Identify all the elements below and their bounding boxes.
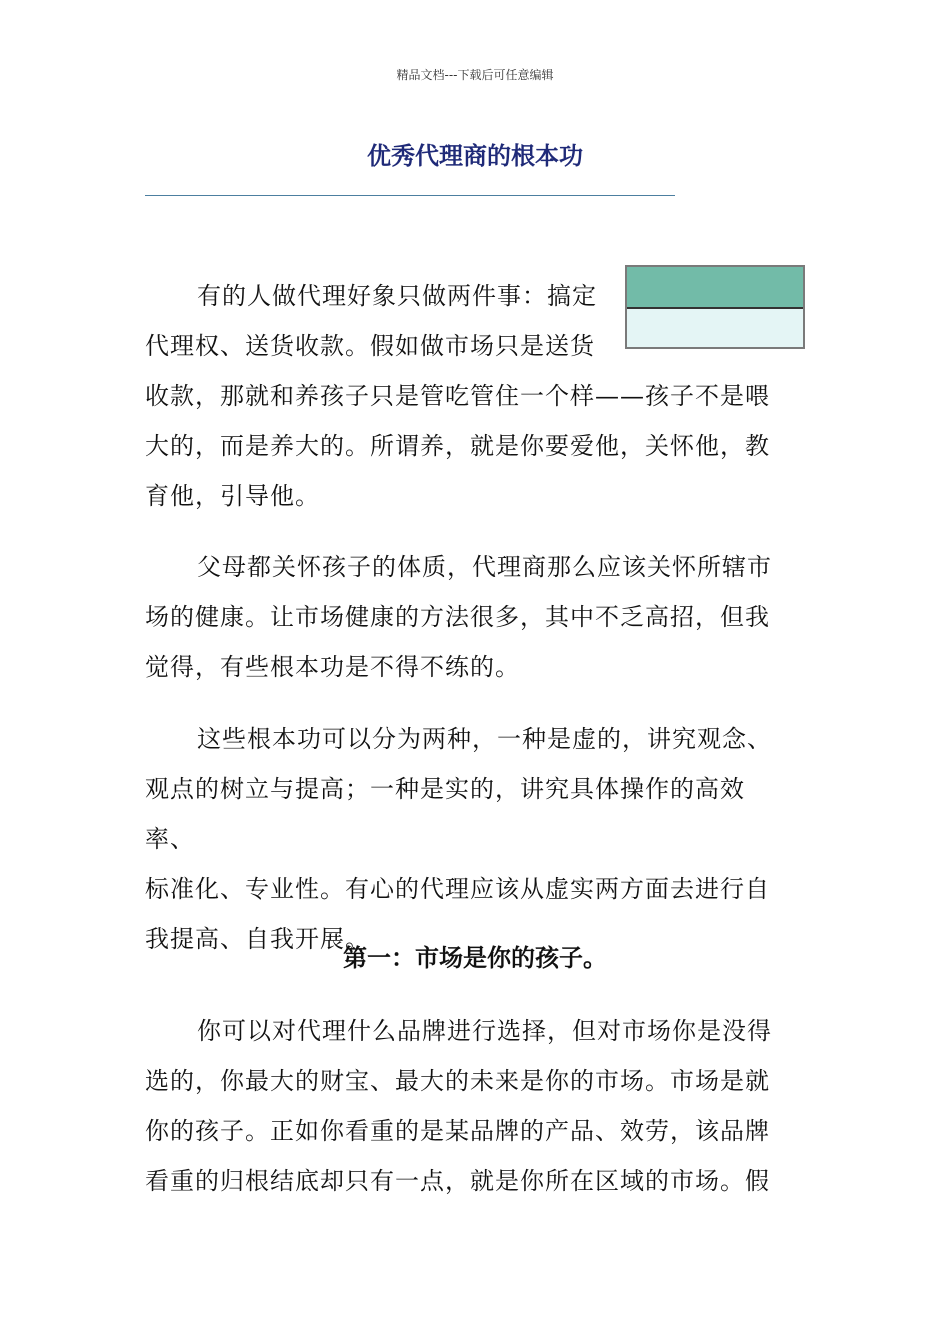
paragraph-line: 观点的树立与提高；一种是实的，讲究具体操作的高效率、 [145,775,745,853]
paragraph-line: 选的，你最大的财宝、最大的未来是你的市场。市场是就 [145,1067,770,1095]
paragraph-line: 这些根本功可以分为两种，一种是虚的，讲究观念、 [197,725,772,753]
paragraph-line: 你可以对代理什么品牌进行选择，但对市场你是没得 [197,1017,772,1045]
paragraph-line: 有的人做代理好象只做两件事：搞定 [197,282,597,310]
paragraph-line: 大的，而是养大的。所谓养，就是你要爱他，关怀他，教 [145,432,770,460]
section-paragraph [145,1006,785,1206]
paragraph-line: 代理权、送货收款。假如做市场只是送货 [145,332,595,360]
paragraph-line: 育他，引导他。 [145,482,320,510]
paragraph-line: 看重的归根结底却只有一点，就是你所在区域的市场。假 [145,1167,770,1195]
title-divider [145,195,675,196]
document-title: 优秀代理商的根本功 [367,142,583,170]
paragraph-2 [145,542,785,692]
paragraph-line: 父母都关怀孩子的体质，代理商那么应该关怀所辖市 [197,553,772,581]
paragraph-line: 场的健康。让市场健康的方法很多，其中不乏高招，但我 [145,603,770,631]
paragraph-line: 你的孩子。正如你看重的是某品牌的产品、效劳，该品牌 [145,1117,770,1145]
paragraph-line: 标准化、专业性。有心的代理应该从虚实两方面去进行自 [145,875,770,903]
paragraph-3 [145,714,785,964]
paragraph-line: 觉得，有些根本功是不得不练的。 [145,653,520,681]
paragraph-1 [145,271,785,521]
section-heading: 第一：市场是你的孩子。 [343,944,607,972]
document-header-note: 精品文档---下载后可任意编辑 [396,68,554,82]
paragraph-line: 收款，那就和养孩子只是管吃管住一个样——孩子不是喂 [145,382,770,410]
paragraph-line: 我提高、自我开展。 [145,925,370,953]
